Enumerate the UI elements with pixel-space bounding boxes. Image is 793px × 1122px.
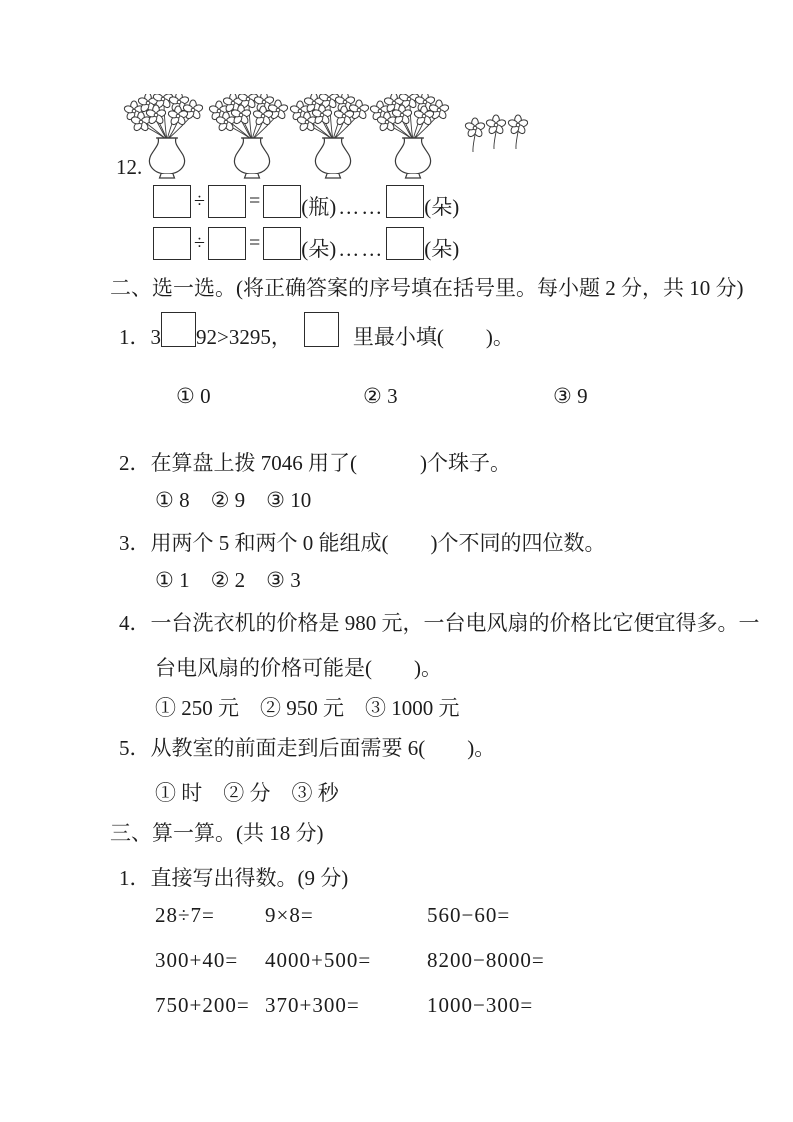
question-4-options: ① 250 元 ② 950 元 ③ 1000 元 <box>155 696 460 720</box>
question-5-options: ① 时 ② 分 ③ 秒 <box>155 781 339 805</box>
remainder-dots: …… <box>338 195 385 219</box>
answer-box[interactable] <box>153 227 191 260</box>
answer-box[interactable] <box>161 312 196 347</box>
option-3: ③ 9 <box>553 384 588 408</box>
question-2: 2．在算盘上拨 7046 用了( )个珠子。 <box>119 451 511 475</box>
calc-problem: 1000−300= <box>427 993 534 1017</box>
answer-box[interactable] <box>208 185 246 218</box>
answer-box[interactable] <box>208 227 246 260</box>
calc-problem: 370+300= <box>265 993 360 1017</box>
question-number: 1． <box>119 325 151 349</box>
answer-box[interactable] <box>263 185 301 218</box>
question-4-line2: 台电风扇的价格可能是( )。 <box>155 656 442 680</box>
question-3-options: ① 1 ② 2 ③ 3 <box>155 568 301 592</box>
equals-sign: = <box>248 232 261 254</box>
calc-problem: 300+40= <box>155 948 239 972</box>
question-1-text-before: 3 <box>150 325 161 349</box>
calc-problem: 4000+500= <box>265 948 372 972</box>
option-1: ① 0 <box>176 384 211 408</box>
calc-problem: 750+200= <box>155 993 250 1017</box>
question-12-equations <box>153 183 793 261</box>
calculation-grid <box>155 903 793 1017</box>
calc-problem: 560−60= <box>427 903 511 927</box>
remainder-dots: …… <box>338 237 385 261</box>
question-1-options <box>155 360 793 432</box>
question-12 <box>116 95 793 179</box>
question-4-line1: 4．一台洗衣机的价格是 980 元，一台电风扇的价格比它便宜得多。一 <box>119 611 760 635</box>
option-2: ② 3 <box>363 384 398 408</box>
flower-vases-illustration <box>122 94 542 179</box>
answer-box[interactable] <box>304 312 339 347</box>
question-1-text-after: 里最小填( )。 <box>352 325 514 349</box>
division-equation-row-1 <box>153 183 793 219</box>
answer-box[interactable] <box>386 227 424 260</box>
question-3: 3．用两个 5 和两个 0 能组成( )个不同的四位数。 <box>119 531 606 555</box>
question-12-number: 12. <box>116 155 143 179</box>
section-three-title: 三、算一算。(共 18 分) <box>110 821 324 845</box>
divide-sign: ÷ <box>194 190 205 212</box>
question-1-text-middle: 92>3295， <box>196 325 292 349</box>
divide-sign: ÷ <box>194 232 205 254</box>
calc-problem: 28÷7= <box>155 903 215 927</box>
unit-label-flowers: (朵) <box>424 195 460 219</box>
unit-label-vases: (瓶) <box>301 195 337 219</box>
section-three-sub1: 1．直接写出得数。(9 分) <box>119 866 349 890</box>
division-equation-row-2 <box>153 225 793 261</box>
unit-label-flowers: (朵) <box>301 237 337 261</box>
unit-label-flowers: (朵) <box>424 237 460 261</box>
answer-box[interactable] <box>386 185 424 218</box>
question-2-options: ① 8 ② 9 ③ 10 <box>155 488 312 512</box>
answer-box[interactable] <box>263 227 301 260</box>
question-5: 5．从教室的前面走到后面需要 6( )。 <box>119 736 496 760</box>
calc-problem: 8200−8000= <box>427 948 545 972</box>
equals-sign: = <box>248 190 261 212</box>
answer-box[interactable] <box>153 185 191 218</box>
calc-problem: 9×8= <box>265 903 314 927</box>
section-two-title: 二、选一选。(将正确答案的序号填在括号里。每小题 2 分，共 10 分) <box>110 276 744 300</box>
question-1 <box>119 310 793 349</box>
